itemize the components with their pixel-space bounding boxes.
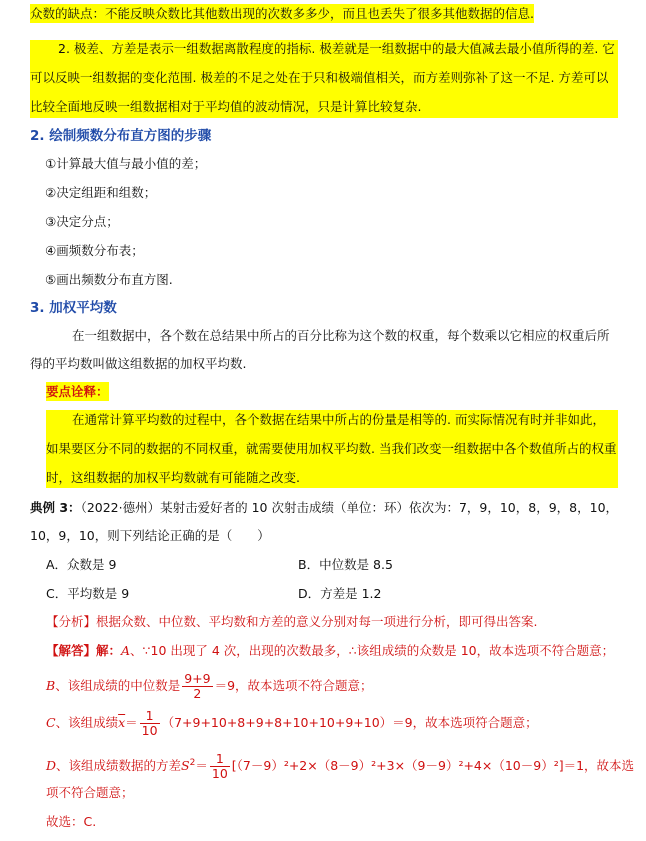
answer-b-line: B、该组成绩的中位数是 $\frac{9+9}{2}$ ＝9，故本选项不符合题意； bbox=[46, 671, 373, 701]
answer-d-line: D、该组成绩数据的方差$S^2=$ $\frac{1}{10}$ [（7－9）²+2×（8－9）²+3×（9－9）²+4×（10－9）²]＝1，故本选 bbox=[46, 751, 635, 782]
note-label: 要点诠释： bbox=[46, 384, 109, 399]
section-2-heading: 2. 绘制频数分布直方图的步骤 bbox=[30, 128, 212, 144]
section-3-para-1: 在一组数据中，各个数在总结果中所占的百分比称为这个数的权重，每个数乘以它相应的权重后所 bbox=[72, 328, 610, 343]
step-3: ③决定分点； bbox=[45, 214, 119, 229]
option-b: B．中位数是 8.5 bbox=[298, 557, 393, 572]
example-stem-1: 典例 3：（2022·德州）某射击爱好者的 10 次射击成绩（单位：环）依次为：7，9，10，8，9，8，10， bbox=[30, 500, 619, 515]
intro-line-4: 比较全面地反映一组数据相对于平均值的波动情况，只是计算比较复杂. bbox=[30, 99, 422, 114]
intro-line-2: 2. 极差、方差是表示一组数据离散程度的指标. 极差就是一组数据中的最大值减去最小值所得的差. 它 bbox=[58, 41, 615, 56]
note-line-2: 如果要区分不同的数据的不同权重，就需要使用加权平均数. 当我们改变一组数据中各个数值所占的权重 bbox=[46, 441, 617, 456]
final-answer: 故选：C. bbox=[46, 814, 97, 829]
step-2: ②决定组距和组数； bbox=[45, 185, 157, 200]
b-fraction: $\frac{9+9}{2}$ bbox=[184, 671, 211, 701]
option-d: D．方差是 1.2 bbox=[298, 586, 382, 601]
example-label: 典例 3： bbox=[30, 500, 81, 515]
answer-c-line: C、该组成绩$\overline{x}=$ $\frac{1}{10}$ （7+9+10+8+9+8+10+10+9+10）＝9，故本选项符合题意； bbox=[46, 708, 538, 738]
analysis-line: 【分析】根据众数、中位数、平均数和方差的意义分别对每一项进行分析，即可得出答案. bbox=[46, 614, 538, 629]
option-c: C．平均数是 9 bbox=[46, 586, 130, 601]
answer-d-line-2: 项不符合题意； bbox=[46, 785, 134, 800]
section-3-heading: 3. 加权平均数 bbox=[30, 300, 117, 316]
answer-a-line: 【解答】解：A、∵10 出现了 4 次，出现的次数最多，∴该组成绩的众数是 10，故本选项不符合题意； bbox=[46, 643, 615, 658]
note-line-3: 时，这组数据的加权平均数就有可能随之改变. bbox=[46, 470, 300, 485]
intro-line-1: 众数的缺点：不能反映众数比其他数出现的次数多多少，而且也丢失了很多其他数据的信息. bbox=[30, 6, 534, 21]
d-fraction: $\frac{1}{10}$ bbox=[211, 751, 228, 782]
intro-line-3: 可以反映一组数据的变化范围. 极差的不足之处在于只和极端值相关，而方差则弥补了这一不足. 方差可以 bbox=[30, 70, 609, 85]
c-fraction: $\frac{1}{10}$ bbox=[141, 708, 158, 738]
option-a: A．众数是 9 bbox=[46, 557, 117, 572]
step-4: ④画频数分布表； bbox=[45, 243, 144, 258]
section-3-para-2: 得的平均数叫做这组数据的加权平均数. bbox=[30, 356, 247, 371]
note-line-1: 在通常计算平均数的过程中，各个数据在结果中所占的份量是相等的. 而实际情况有时并非如此， bbox=[72, 412, 605, 427]
x-bar: $\overline{x}$ bbox=[118, 715, 126, 730]
step-5: ⑤画出频数分布直方图. bbox=[45, 272, 173, 287]
step-1: ①计算最大值与最小值的差； bbox=[45, 156, 207, 171]
example-stem-2: 10，9，10，则下列结论正确的是（ ） bbox=[30, 528, 270, 543]
